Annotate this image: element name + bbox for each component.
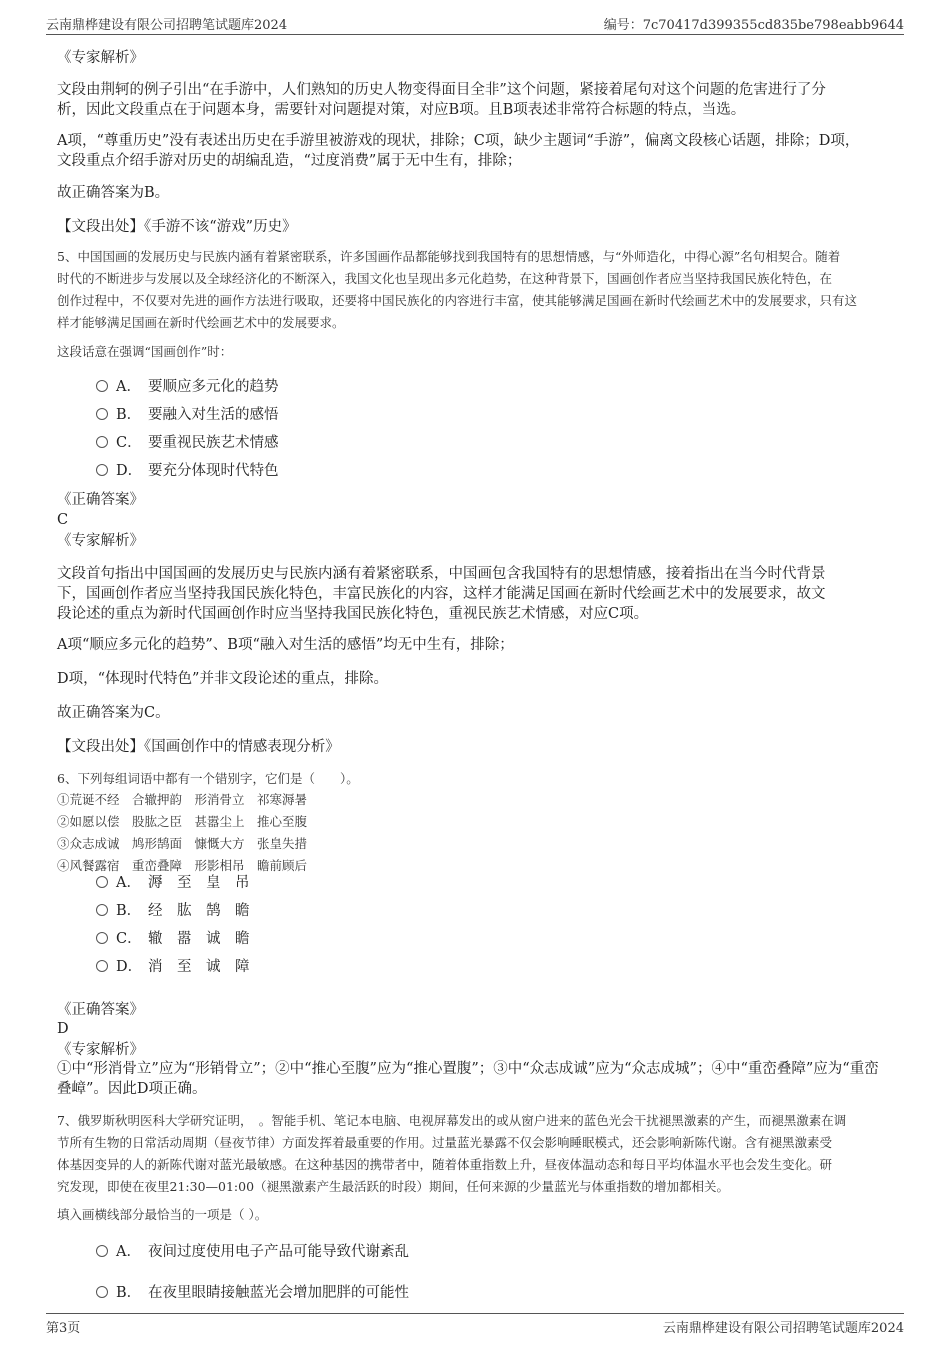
- page-footer: [46, 1313, 904, 1336]
- q5-option-d[interactable]: D． 要充分体现时代特色: [96, 460, 279, 482]
- q6-group-row: ①荒诞不经 合辙押韵 形消骨立 祁寒溽暑: [57, 792, 308, 807]
- q6-stem: 6、下列每组词语中都有一个错别字，它们是（ ）。: [57, 771, 359, 786]
- radio-icon[interactable]: [96, 1245, 108, 1257]
- q7-option-b[interactable]: B． 在夜里眼睛接触蓝光会增加肥胖的可能性: [96, 1282, 409, 1304]
- q5-conclusion: 故正确答案为C。: [57, 705, 170, 721]
- q5-stem: 5、中国国画的发展历史与民族内涵有着紧密联系，许多国画作品都能够找到我国特有的思想情感，与“外师造化，中得心源”名句相契合。随着 时代的不断进步与发展以及全球经济化的不断深入，我国文化也呈现出多元化趋势，在这种背景下，国画创作者应当坚持我国民族化特色，在 创作过程中，不仅要对先进的画作方法进行吸取，还要将中国民族化的内容进行丰富，使其能够满足国画在新时代绘画艺术中的发展要求，只有这 样才能够满足国画在新时代绘画艺术中的发展要求。: [57, 249, 858, 330]
- header-doc-title: 云南鼎桦建设有限公司招聘笔试题库2024: [46, 18, 288, 33]
- q6-group-row: ③众志成诚 鸠形鹄面 慷慨大方 张皇失措: [57, 836, 308, 851]
- q6-option-d[interactable]: D． 消 至 诚 障: [96, 956, 250, 978]
- radio-icon[interactable]: [96, 932, 108, 944]
- radio-icon[interactable]: [96, 464, 108, 476]
- q6-analysis: ①中“形消骨立”应为“形销骨立”；②中“推心至腹”应为“推心置腹”；③中“众志成诚”应为“众志成城”；④中“重峦叠障”应为“重峦 叠嶂”。因此D项正确。: [57, 1061, 879, 1097]
- q5-option-b[interactable]: B． 要融入对生活的感悟: [96, 404, 279, 426]
- q7-question: 填入画横线部分最恰当的一项是（ ）。: [57, 1207, 268, 1222]
- q6-group-row: ②如愿以偿 股肱之臣 甚嚣尘上 推心至腹: [57, 814, 308, 829]
- q7-option-a[interactable]: A． 夜间过度使用电子产品可能导致代谢紊乱: [96, 1241, 409, 1263]
- q5-analysis-paragraph-2: A项“顺应多元化的趋势”、B项“融入对生活的感悟”均无中生有，排除；: [57, 637, 514, 653]
- q7-stem: 7、俄罗斯秋明医科大学研究证明， 。智能手机、笔记本电脑、电视屏幕发出的或从窗户进来的蓝色光会干扰褪黑激素的产生，而褪黑激素在调 节所有生物的日常活动周期（昼夜节律）方面发挥着最重要的作用。过量蓝光暴露不仅会影响睡眠模式，还会影响新陈代谢。含有褪黑激素受 体基因变异的人的新陈代谢对蓝光最敏感。在这种基因的携带者中，随着体重指数上升，昼夜体温动态和每日平均体温水平也会发生变化。研 究发现，即使在夜里21:30—01:00（褪黑激素产生最活跃的时段）期间，任何来源的少量蓝光与体重指数的增加都相关。: [57, 1113, 847, 1194]
- q5-option-a[interactable]: A． 要顺应多元化的趋势: [96, 376, 279, 398]
- q5-answer-heading: 《正确答案》: [57, 492, 144, 508]
- q5-analysis-paragraph-1: 文段首句指出中国国画的发展历史与民族内涵有着紧密联系，中国画包含我国特有的思想情感，接着指出在当今时代背景 下，国画创作者应当坚持我国民族化特色，丰富民族化的内容，这样才能满足国画在新时代绘画艺术中的发展要求，故文 段论述的重点为新时代国画创作时应当坚持我国民族化特色，重视民族艺术情感，对应C项。: [57, 566, 826, 622]
- footer-page-number: 第3页: [46, 1321, 81, 1336]
- q5-analysis-paragraph-3: D项，“体现时代特色”并非文段论述的重点，排除。: [57, 671, 388, 687]
- radio-icon[interactable]: [96, 380, 108, 392]
- radio-icon[interactable]: [96, 1286, 108, 1298]
- q5-analysis-heading: 《专家解析》: [57, 533, 144, 549]
- q6-answer: D: [57, 1021, 69, 1037]
- radio-icon[interactable]: [96, 876, 108, 888]
- q4-analysis-heading: 《专家解析》: [57, 50, 144, 66]
- q6-word-groups: [57, 789, 893, 877]
- q5-question: 这段话意在强调“国画创作”时：: [57, 344, 233, 359]
- header-doc-id: 编号：7c70417d399355cd835be798eabb9644: [603, 18, 904, 33]
- q6-answer-heading: 《正确答案》: [57, 1002, 144, 1018]
- q4-source: 【文段出处】《手游不该“游戏”历史》: [57, 219, 297, 235]
- page-header: [46, 14, 904, 35]
- q5-option-c[interactable]: C． 要重视民族艺术情感: [96, 432, 279, 454]
- q6-option-a[interactable]: A． 溽 至 皇 吊: [96, 872, 250, 894]
- radio-icon[interactable]: [96, 408, 108, 420]
- q5-source: 【文段出处】《国画创作中的情感表现分析》: [57, 739, 340, 755]
- q4-conclusion: 故正确答案为B。: [57, 185, 170, 201]
- q6-option-b[interactable]: B． 经 肱 鹄 瞻: [96, 900, 250, 922]
- q5-answer: C: [57, 512, 69, 528]
- radio-icon[interactable]: [96, 904, 108, 916]
- q6-option-c[interactable]: C． 辙 嚣 诚 瞻: [96, 928, 250, 950]
- radio-icon[interactable]: [96, 960, 108, 972]
- radio-icon[interactable]: [96, 436, 108, 448]
- q6-analysis-heading: 《专家解析》: [57, 1042, 144, 1058]
- q4-analysis-paragraph-1: 文段由荆轲的例子引出“在手游中，人们熟知的历史人物变得面目全非”这个问题，紧接着尾句对这个问题的危害进行了分 析，因此文段重点在于问题本身，需要针对问题提对策，对应B项。且B项表述非常符合标题的特点，当选。: [57, 82, 826, 118]
- q6-group-row: ④风餐露宿 重峦叠障 形影相吊 瞻前顾后: [57, 858, 308, 873]
- q4-analysis-paragraph-2: A项，“尊重历史”没有表述出历史在手游里被游戏的现状，排除；C项，缺少主题词“手游”，偏离文段核心话题，排除；D项， 文段重点介绍手游对历史的胡编乱造，“过度消费”属于无中生有，排除；: [57, 133, 860, 169]
- footer-doc-title: 云南鼎桦建设有限公司招聘笔试题库2024: [662, 1321, 904, 1336]
